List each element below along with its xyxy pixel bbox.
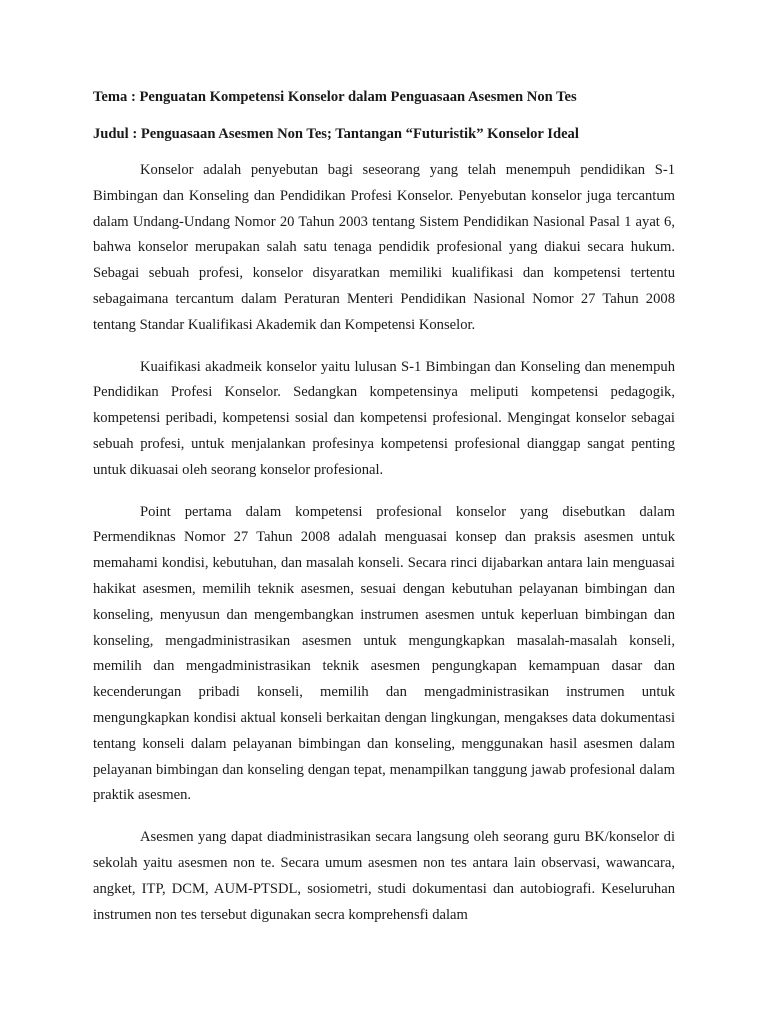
paragraph-4: Asesmen yang dapat diadministrasikan secara langsung oleh seorang guru BK/konselor di sekolah yaitu asesmen non te. Secara umum asesmen non tes antara lain observasi, wawancara, angket, ITP, DCM, AUM-PTSDL, sosiometri, studi dokumentasi dan autobiografi. Keseluruhan instrumen non tes tersebut digunakan secra komprehensfi dalam <box>93 829 675 923</box>
judul-heading: Judul : Penguasaan Asesmen Non Tes; Tantangan “Futuristik” Konselor Ideal <box>93 126 579 142</box>
document-body <box>93 86 675 944</box>
paragraph-1: Konselor adalah penyebutan bagi seseorang yang telah menempuh pendidikan S-1 Bimbingan dan Konseling dan Pendidikan Profesi Konselor. Penyebutan konselor juga tercantum dalam Undang-Undang Nomor 20 Tahun 2003 tentang Sistem Pendidikan Nasional Pasal 1 ayat 6, bahwa konselor merupakan salah satu tenaga pendidik profesional yang diakui secara hukum. Sebagai sebuah profesi, konselor disyaratkan memiliki kualifikasi dan kompetensi tertentu sebagaimana tercantum dalam Peraturan Menteri Pendidikan Nasional Nomor 27 Tahun 2008 tentang Standar Kualifikasi Akademik dan Kompetensi Konselor. <box>93 162 675 333</box>
tema-heading: Tema : Penguatan Kompetensi Konselor dalam Penguasaan Asesmen Non Tes <box>93 89 577 105</box>
paragraph-2: Kuaifikasi akadmeik konselor yaitu lulusan S-1 Bimbingan dan Konseling dan menempuh Pendidikan Profesi Konselor. Sedangkan kompetensinya meliputi kompetensi pedagogik, kompetensi peribadi, kompetensi sosial dan kompetensi profesional. Mengingat konselor sebagai sebuah profesi, untuk menjalankan profesinya kompetensi profesional dianggap sangat penting untuk dikuasai oleh seorang konselor profesional. <box>93 358 675 478</box>
paragraph-3: Point pertama dalam kompetensi profesional konselor yang disebutkan dalam Permendiknas Nomor 27 Tahun 2008 adalah menguasai konsep dan praksis asesmen untuk memahami kondisi, kebutuhan, dan masalah konseli. Secara rinci dijabarkan antara lain menguasai hakikat asesmen, memilih teknik asesmen, sesuai dengan kebutuhan pelayanan bimbingan dan konseling, menyusun dan mengembangkan instrumen asesmen untuk keperluan bimbingan dan konseling, mengadministrasikan asesmen untuk mengungkapkan masalah-masalah konseli, memilih dan mengadministrasikan teknik asesmen pengungkapan kemampuan dasar dan kecenderungan pribadi konseli, memilih dan mengadministrasikan instrumen untuk mengungkapkan kondisi aktual konseli berkaitan dengan lingkungan, mengakses data dokumentasi tentang konseli dalam pelayanan bimbingan dan konseling, menggunakan hasil asesmen dalam pelayanan bimbingan dan konseling dengan tepat, menampilkan tanggung jawab profesional dalam praktik asesmen. <box>93 503 675 804</box>
